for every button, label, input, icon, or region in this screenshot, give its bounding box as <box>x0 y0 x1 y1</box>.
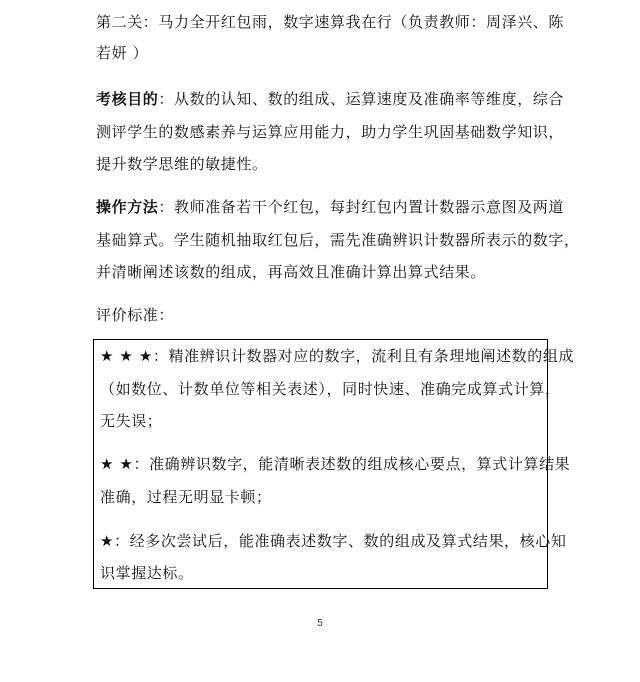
criteria-box <box>93 339 575 589</box>
method-text-start: ：教师准备若干个红包，每封红包内置计数器示意图及两道 <box>158 198 565 216</box>
two-star-line-2: 准确，过程无明显卡顿； <box>100 488 272 506</box>
purpose-paragraph-line-2: 测评学生的数感素养与运算应用能力，助力学生巩固基础数学知识， <box>96 123 565 141</box>
purpose-paragraph-line-1 <box>96 89 564 109</box>
two-star-line-1: ★ ★：准确辨识数字，能清晰表述数的组成核心要点，算式计算结果 <box>100 455 571 473</box>
criteria-title: 评价标准： <box>96 306 175 324</box>
one-star-line-1: ★：经多次尝试后，能准确表述数字、数的组成及算式结果，核心知 <box>100 532 567 550</box>
purpose-paragraph-line-3: 提升数学思维的敏捷性。 <box>96 155 268 173</box>
method-paragraph-line-3: 并清晰阐述该数的组成，再高效且准确计算出算式结果。 <box>96 263 487 281</box>
one-star-line-2: 识掌握达标。 <box>100 564 194 582</box>
method-paragraph-line-1 <box>96 197 564 217</box>
purpose-text-start: ：从数的认知、数的组成、运算速度及准确率等维度，综合 <box>158 90 565 108</box>
purpose-label: 考核目的 <box>96 90 159 108</box>
three-star-line-3: 无失误； <box>100 412 163 430</box>
method-paragraph-line-2: 基础算式。学生随机抽取红包后，需先准确辨识计数器所表示的数字， <box>96 231 580 249</box>
three-star-line-2: （如数位、计数单位等相关表述），同时快速、准确完成算式计算， <box>100 380 561 398</box>
method-label: 操作方法 <box>96 198 159 216</box>
three-star-line-1: ★ ★ ★：精准辨识计数器对应的数字，流利且有条理地阐述数的组成 <box>100 347 575 365</box>
section-heading-line-2: 若妍 ） <box>96 44 149 62</box>
page-number: 5 <box>317 618 323 629</box>
section-heading-line-1: 第二关：马力全开红包雨，数字速算我在行（负责教师：周泽兴、陈 <box>96 13 565 31</box>
